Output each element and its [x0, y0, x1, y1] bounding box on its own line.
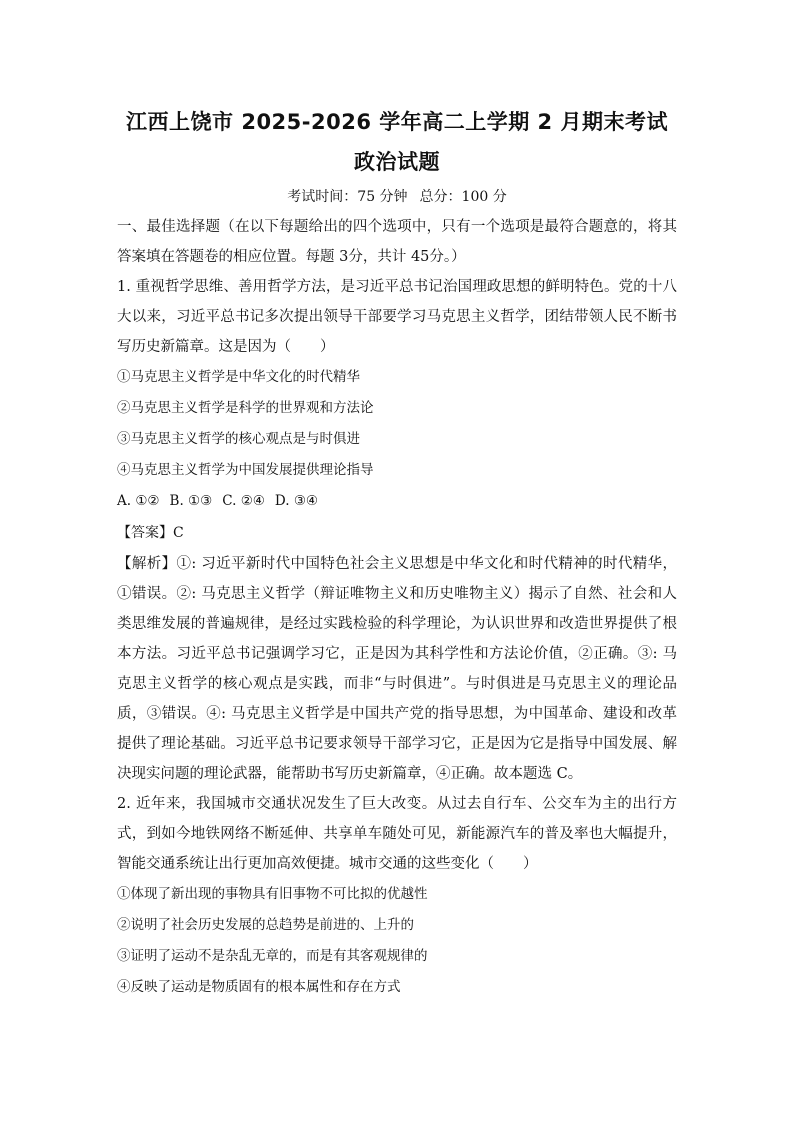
- question-1-option: ④马克思主义哲学为中国发展提供理论指导: [117, 462, 374, 478]
- exam-content: [117, 212, 677, 1003]
- question-2-option: ③证明了运动不是杂乱无章的，而是有其客观规律的: [117, 948, 428, 964]
- question-2-stem: 2. 近年来，我国城市交通状况发生了巨大改变。从过去自行车、公交车为主的出行方式，到如今地铁网络不断延伸、共享单车随处可见，新能源汽车的普及率也大幅提升，智能交通系统让出行更加高效便捷。城市交通的这些变化（ ）: [117, 796, 677, 872]
- question-1-stem: 1. 重视哲学思维、善用哲学方法，是习近平总书记治国理政思想的鲜明特色。党的十八大以来，习近平总书记多次提出领导干部要学习马克思主义哲学，团结带领人民不断书写历史新篇章。这是因为（ ）: [117, 279, 677, 355]
- exam-title: 江西上饶市 2025-2026 学年高二上学期 2 月期末考试: [126, 110, 668, 134]
- exam-subtitle: 政治试题: [354, 150, 440, 174]
- question-1-answer: 【答案】C: [117, 525, 184, 541]
- question-1-analysis: 【解析】①: 习近平新时代中国特色社会主义思想是中华文化和时代精神的时代精华，①错误。②: 马克思主义哲学（辩证唯物主义和历史唯物主义）揭示了自然、社会和人类思维发展的普遍规律，是经过实践检验的科学理论，为认识世界和改造世界提供了根本方法。习近平总书记强调学习它，正是因为其科学性和方法论价值，②正确。③: 马克思主义哲学的核心观点是实践，而非“与时俱进”。与时俱进是马克思主义的理论品质，③错误。④: 马克思主义哲学是中国共产党的指导思想，为中国革命、建设和改革提供了理论基础。习近平总书记要求领导干部学习它，正是因为它是指导中国发展、解决现实问题的理论武器，能帮助书写历史新篇章，④正确。故本题选 C。: [117, 556, 677, 782]
- choice-b: B. ①③: [169, 493, 213, 509]
- question-1-option: ②马克思主义哲学是科学的世界观和方法论: [117, 400, 374, 416]
- question-2-option: ②说明了社会历史发展的总趋势是前进的、上升的: [117, 917, 414, 933]
- question-2-option: ④反映了运动是物质固有的根本属性和存在方式: [117, 979, 401, 995]
- choice-c: C. ②④: [222, 493, 265, 509]
- exam-meta: [0, 186, 794, 206]
- question-1-option: ③马克思主义哲学的核心观点是与时俱进: [117, 431, 360, 447]
- question-1-choices: [117, 486, 677, 517]
- section-heading: 一、最佳选择题（在以下每题给出的四个选项中，只有一个选项是最符合题意的，将其答案填在答题卷的相应位置。每题 3分，共计 45分。）: [117, 219, 677, 265]
- question-2-option: ①体现了新出现的事物具有旧事物不可比拟的优越性: [117, 886, 428, 902]
- choice-d: D. ③④: [274, 493, 319, 509]
- choice-a: A. ①②: [117, 493, 160, 509]
- total-score: 总分：100 分: [419, 189, 507, 205]
- exam-time: 考试时间：75 分钟: [287, 189, 408, 205]
- question-1-option: ①马克思主义哲学是中华文化的时代精华: [117, 369, 360, 385]
